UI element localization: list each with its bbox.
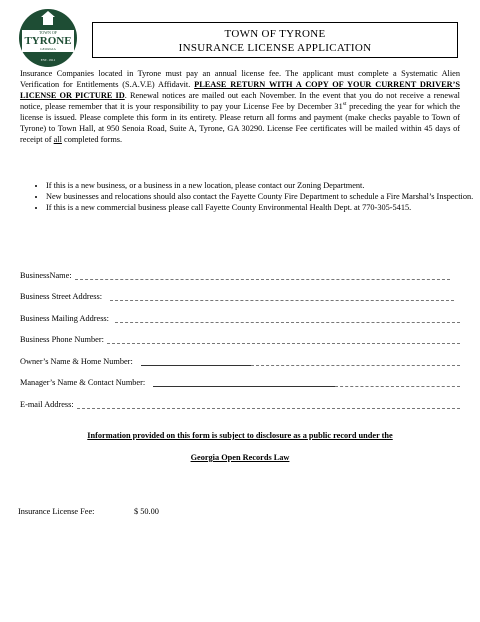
logo-est: EST. 1911 [40,58,56,62]
application-fields [20,258,460,409]
owner-field[interactable]: Owner’s Name & Home Number: [20,344,460,366]
list-item: • If this is a new business, or a business in a new location, please contact our Zoning Department. [46,180,476,191]
license-fee [18,507,159,516]
logo-name: TYRONE [24,35,72,47]
logo-building-icon [43,16,53,25]
town-logo [18,8,78,70]
list-item: • If this is a new commercial business please call Fayette County Environmental Health Dept. at 770-305-5415. [46,202,476,213]
business-phone-field[interactable]: Business Phone Number: [20,323,460,345]
manager-field[interactable]: Manager’s Name & Contact Number: [20,366,460,388]
title-line-2: INSURANCE LICENSE APPLICATION [178,42,372,54]
logo-small-bottom: GEORGIA [40,47,56,51]
fee-amount: $ 50.00 [134,507,159,516]
logo-small-top: TOWN OF [38,30,58,35]
disclosure-notice-2: Georgia Open Records Law [190,453,290,462]
fee-label: Insurance License Fee: [18,507,95,516]
id-requirement: PLEASE RETURN WITH A COPY OF YOUR CURRENT DRIVER’S LICENSE OR PICTURE ID [20,80,461,100]
email-field[interactable]: E-mail Address: [20,387,460,409]
info-bullets [30,180,476,213]
intro-paragraph: Insurance Companies located in Tyrone must pay an annual license fee. The applicant must complete a Systematic Alien Verification for Entitlements (S.A.V.E) Affidavit. PLEASE RETURN WITH A COPY OF YOUR CURRENT DRIVER’S LICENSE OR PICTURE ID. Renewal notices are mailed out each November. In the event that you do not receive a renewal notice, please remember that it is your responsibility to pay your License Fee by December 31st preceding the year for which the license is issued. Please complete this form in its entirety. Please return all forms and payment (make checks payable to Town of Tyrone) to Town Hall, at 950 Senoia Road, Suite A, Tyrone, GA 30290. License Fee certificates will be mailed within 45 days of receipt of all completed forms. [20,69,461,144]
business-street-field[interactable]: Business Street Address: [20,280,460,302]
title-box [92,22,458,58]
disclosure-notice-1: Information provided on this form is subject to disclosure as a public record under the [87,431,393,440]
list-item: • New businesses and relocations should also contact the Fayette County Fire Department to schedule a Fire Marshal’s Inspection. [46,191,476,202]
business-mailing-field[interactable]: Business Mailing Address: [20,301,460,323]
title-line-1: TOWN OF TYRONE [224,28,326,40]
business-name-field[interactable]: BusinessName: [20,258,460,280]
